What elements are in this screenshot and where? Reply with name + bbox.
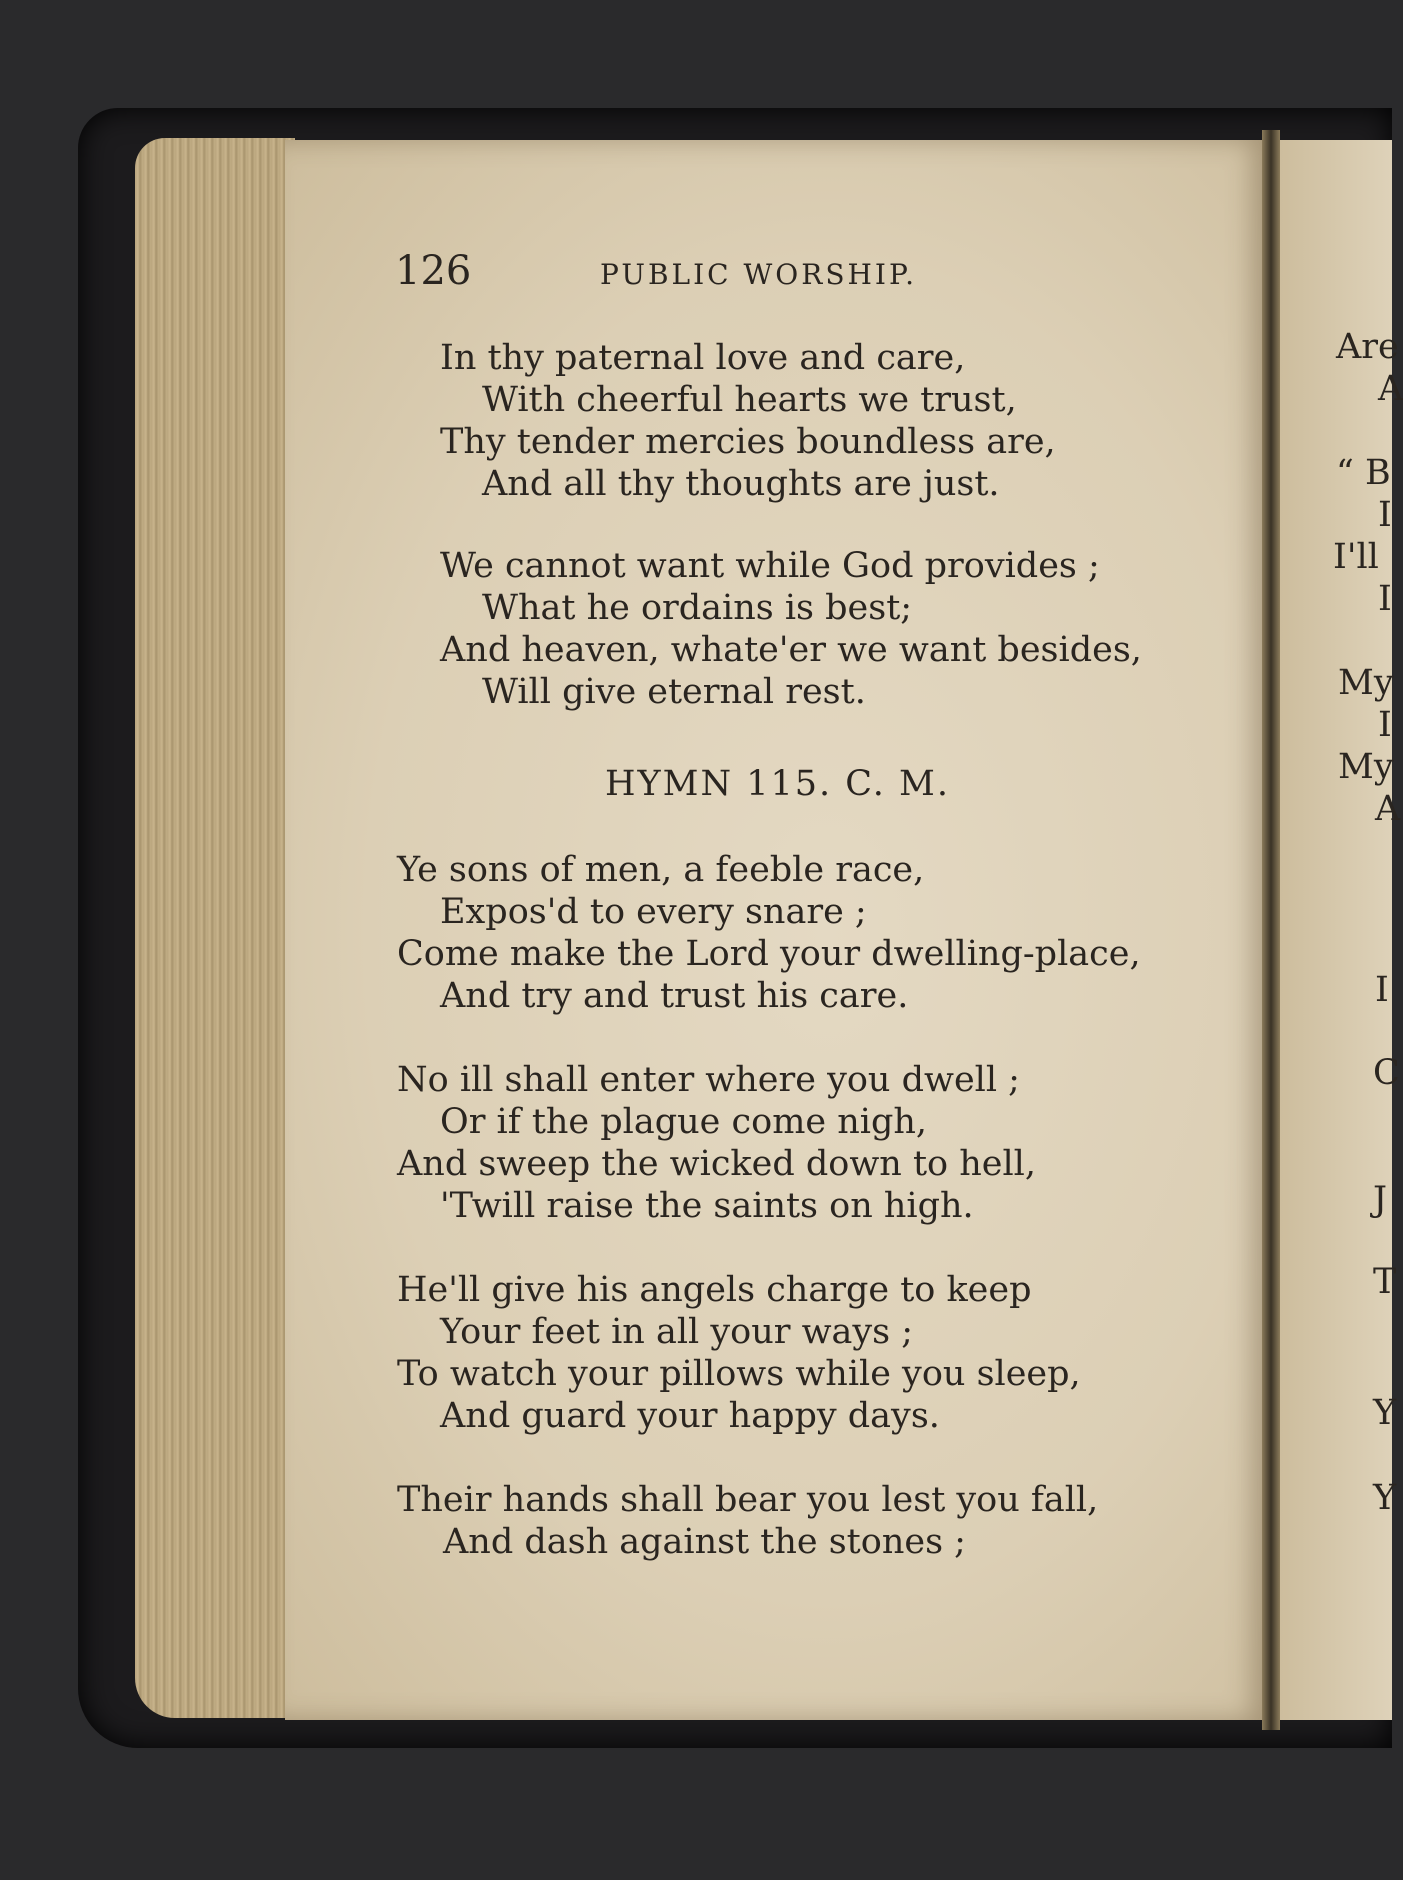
verse-line: And dash against the stones ; xyxy=(443,1522,966,1562)
verse-line: Their hands shall bear you lest you fall, xyxy=(397,1480,1099,1520)
verse-line: Thy tender mercies boundless are, xyxy=(440,422,1056,462)
page-header xyxy=(395,248,1015,298)
right-page-fragment: Y xyxy=(1373,1393,1397,1433)
verse-line: Expos'd to every snare ; xyxy=(440,892,867,932)
verse-line: And guard your happy days. xyxy=(440,1396,940,1436)
verse-line: What he ordains is best; xyxy=(482,588,913,628)
book-gutter xyxy=(1262,130,1280,1730)
verse-line: He'll give his angels charge to keep xyxy=(397,1270,1032,1310)
verse-line: No ill shall enter where you dwell ; xyxy=(397,1060,1020,1100)
running-title: PUBLIC WORSHIP. xyxy=(600,258,918,291)
page-number: 126 xyxy=(395,248,472,294)
verse-line: To watch your pillows while you sleep, xyxy=(397,1354,1081,1394)
verse-line: In thy paternal love and care, xyxy=(440,338,966,378)
right-page-fragment: My xyxy=(1338,747,1394,787)
right-page-fragment: I xyxy=(1378,705,1392,745)
verse-line: And try and trust his care. xyxy=(440,976,909,1016)
verse-line: With cheerful hearts we trust, xyxy=(482,380,1017,420)
verse-line: Your feet in all your ways ; xyxy=(440,1312,914,1352)
right-page-fragment: T xyxy=(1373,1262,1397,1302)
right-page-fragment: A xyxy=(1378,369,1403,409)
verse-line: 'Twill raise the saints on high. xyxy=(440,1186,974,1226)
verse-line: And heaven, whate'er we want besides, xyxy=(440,630,1142,670)
right-page-fragment: J xyxy=(1373,1180,1388,1220)
right-page-fragment: I xyxy=(1378,579,1392,619)
right-page-fragment: A xyxy=(1375,789,1401,829)
right-page-fragment: “ B xyxy=(1336,453,1391,493)
verse-line: And all thy thoughts are just. xyxy=(482,464,1000,504)
verse-line: And sweep the wicked down to hell, xyxy=(397,1144,1037,1184)
right-page-fragment: I xyxy=(1378,495,1392,535)
right-page-fragment: C xyxy=(1373,1053,1400,1093)
right-page-fragment: I xyxy=(1375,970,1389,1010)
page-edges xyxy=(135,138,295,1718)
right-page-fragment: I'll xyxy=(1333,537,1379,577)
verse-line: Will give eternal rest. xyxy=(482,672,866,712)
right-page-fragment: Y xyxy=(1373,1478,1397,1518)
hymn-title: HYMN 115. C. M. xyxy=(605,764,951,804)
right-page-fragment: My xyxy=(1338,663,1394,703)
right-page-fragment: Are xyxy=(1336,327,1399,367)
verse-line: Ye sons of men, a feeble race, xyxy=(397,850,925,890)
verse-line: We cannot want while God provides ; xyxy=(440,546,1100,586)
verse-line: Come make the Lord your dwelling-place, xyxy=(397,934,1141,974)
verse-line: Or if the plague come nigh, xyxy=(440,1102,928,1142)
